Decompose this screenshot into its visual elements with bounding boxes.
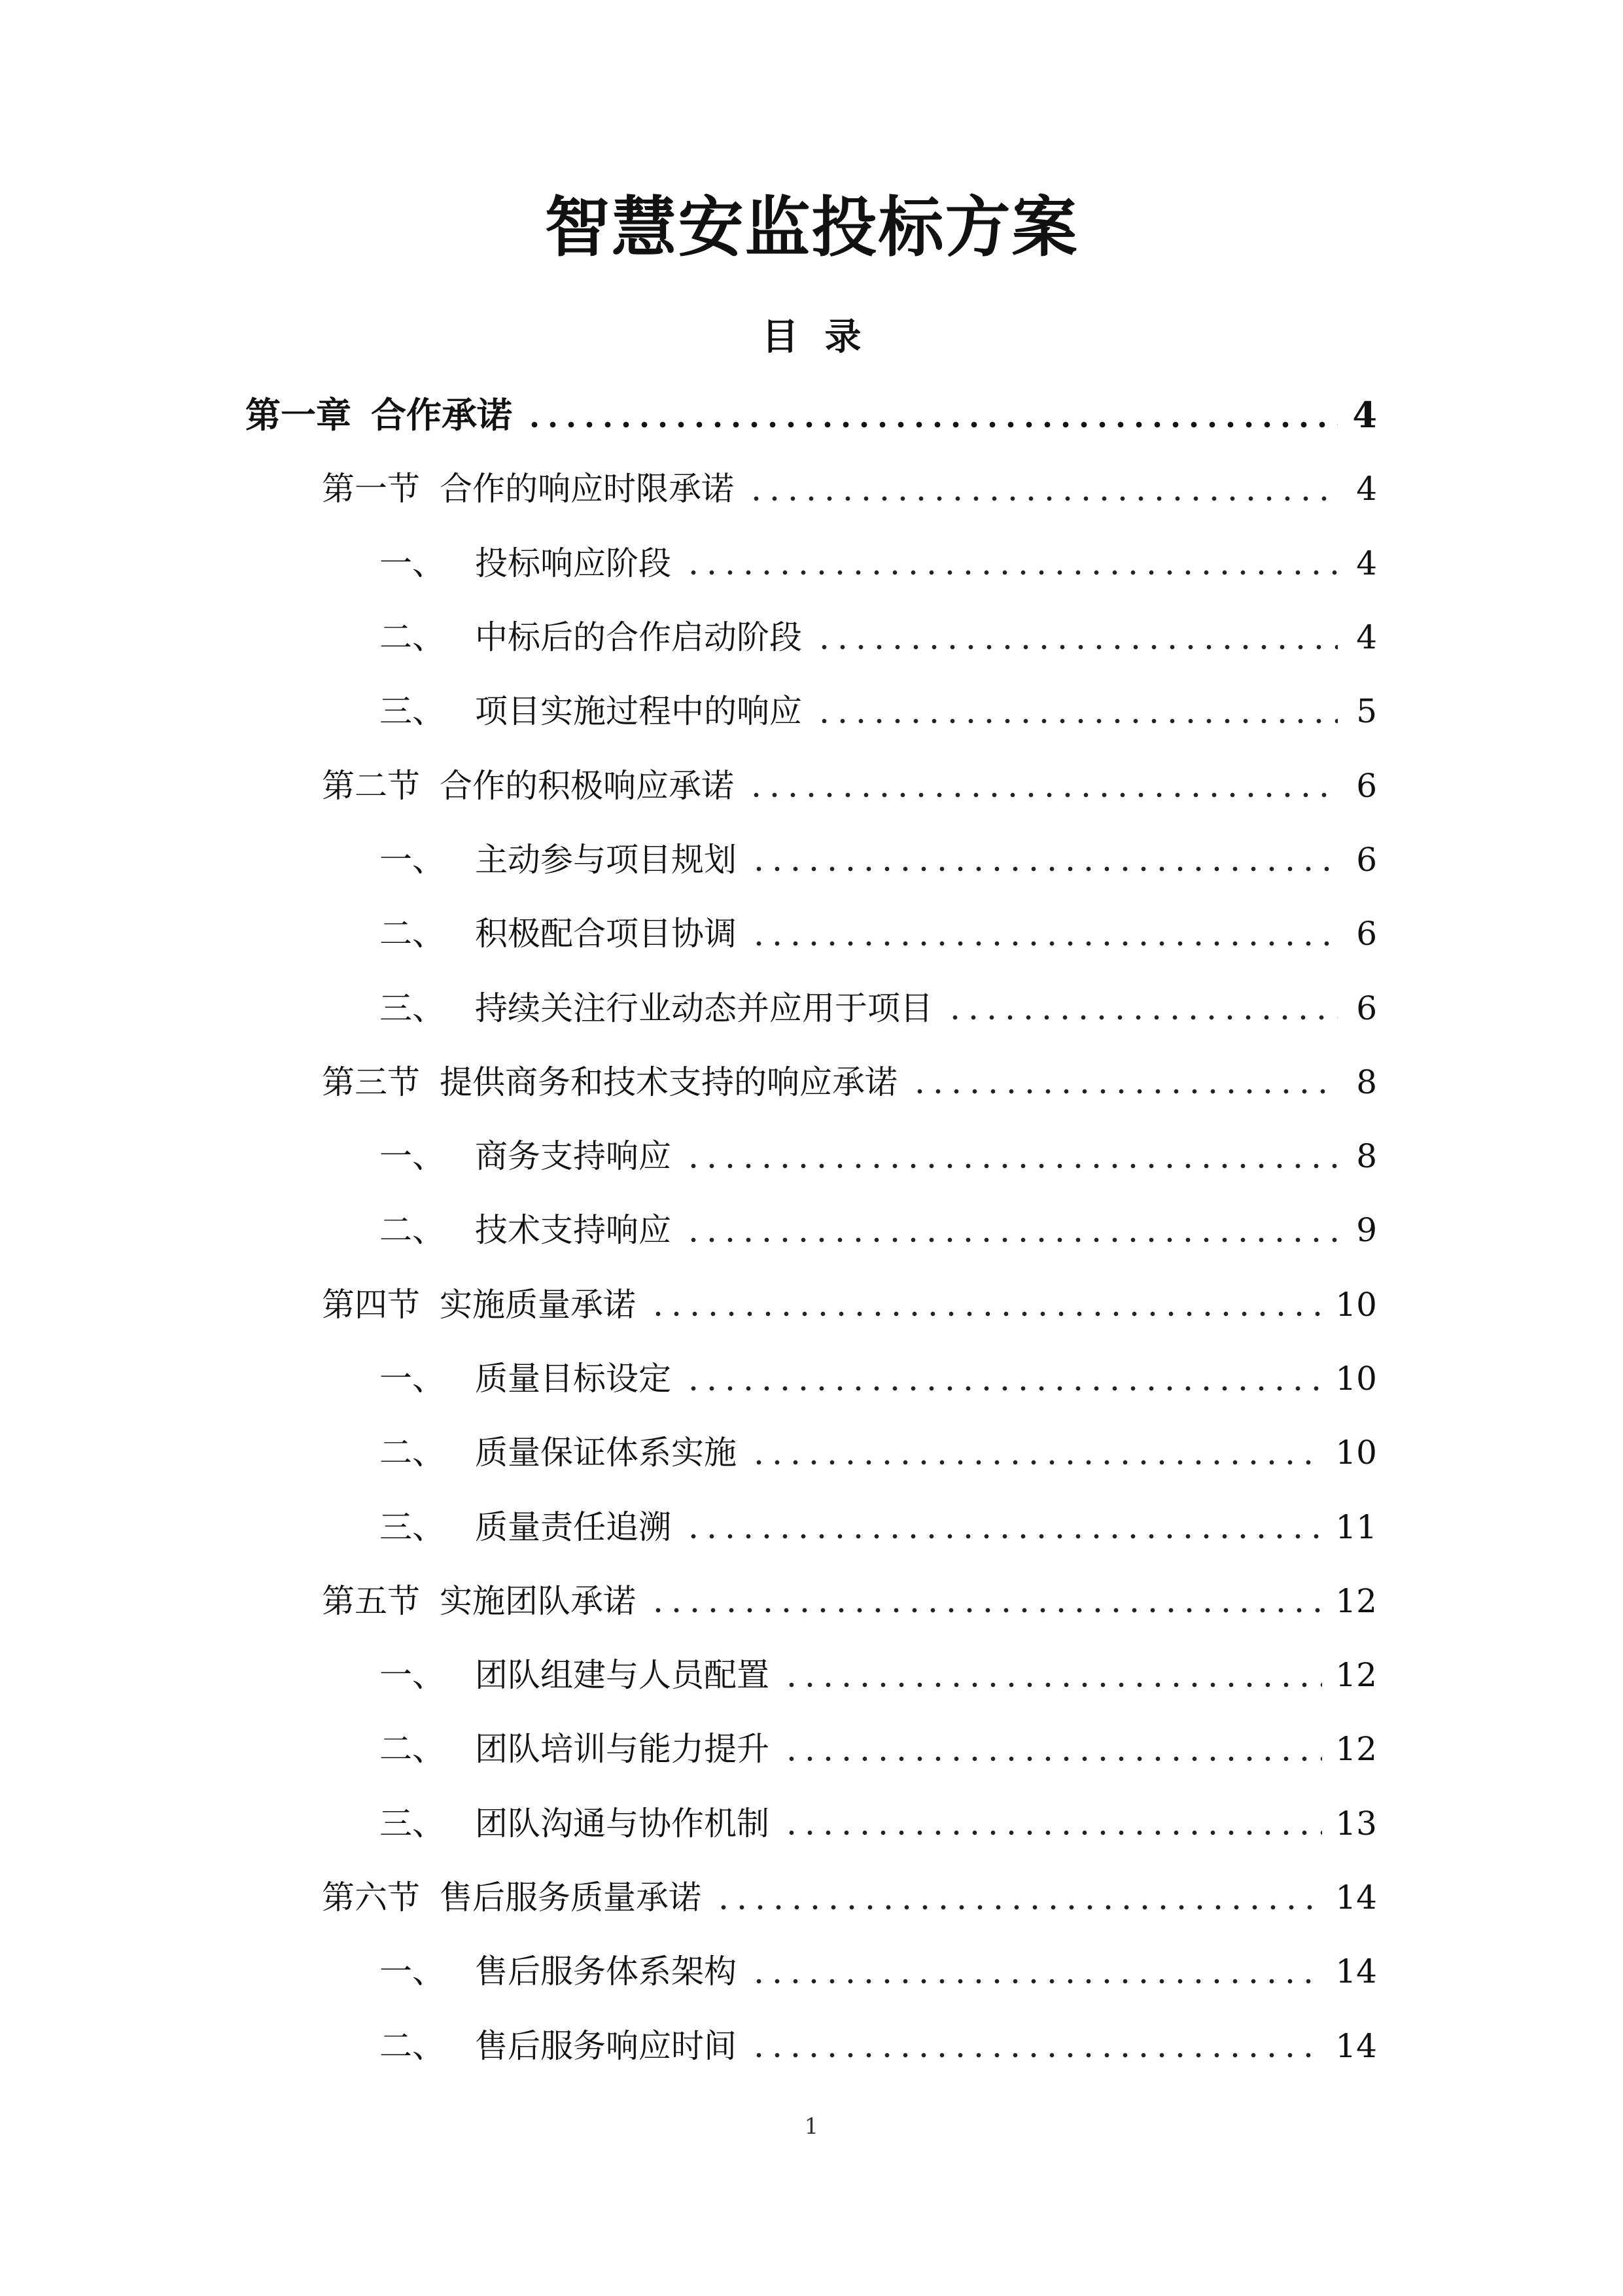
toc-entry-page: 12 — [1335, 1656, 1377, 1695]
toc-entry-number: 第四节 — [322, 1285, 420, 1324]
toc-entry-page: 13 — [1335, 1804, 1377, 1843]
toc-entry-title: 商务支持响应 — [475, 1137, 671, 1176]
toc-entry[interactable] — [0, 823, 1377, 897]
toc-entry[interactable] — [0, 452, 1377, 526]
toc-entry[interactable] — [0, 675, 1377, 749]
toc-entry-page: 10 — [1335, 1360, 1377, 1398]
toc-entry-number: 第一章 — [245, 394, 351, 436]
dot-leader — [714, 1901, 1322, 1914]
dot-leader — [782, 1678, 1322, 1691]
toc-entry[interactable] — [0, 601, 1377, 675]
toc-entry-number: 第一节 — [322, 470, 420, 508]
toc-heading-char: 录 — [824, 315, 862, 359]
toc-heading-char: 目 — [761, 315, 799, 359]
dot-leader — [750, 2049, 1322, 2062]
toc-entry-number: 一、 — [379, 544, 445, 582]
dot-leader — [815, 715, 1338, 728]
toc-entry-title: 投标响应阶段 — [475, 544, 671, 582]
toc-entry-title: 团队沟通与协作机制 — [475, 1804, 769, 1843]
toc-entry-number: 二、 — [379, 1730, 445, 1769]
toc-entry-title: 合作的响应时限承诺 — [440, 470, 734, 508]
toc-entry[interactable] — [0, 1120, 1377, 1193]
toc-entry[interactable] — [0, 1046, 1377, 1120]
toc-entry-title: 质量目标设定 — [475, 1360, 671, 1398]
toc-entry-title: 中标后的合作启动阶段 — [475, 618, 802, 657]
toc-entry-title: 售后服务体系架构 — [475, 1952, 737, 1991]
toc-entry-title: 实施质量承诺 — [440, 1285, 636, 1324]
toc-entry-title: 售后服务响应时间 — [475, 2026, 737, 2065]
toc-entry-page: 14 — [1335, 2026, 1377, 2065]
toc-entry[interactable] — [0, 897, 1377, 971]
toc-entry-page: 4 — [1352, 394, 1377, 436]
toc-entry-number: 三、 — [379, 1804, 445, 1843]
toc-entry-page: 6 — [1356, 766, 1377, 805]
toc-entry-page: 8 — [1356, 1063, 1377, 1101]
toc-entry[interactable] — [0, 1490, 1377, 1564]
toc-entry[interactable] — [0, 971, 1377, 1045]
dot-leader — [649, 1604, 1322, 1617]
toc-entry-title: 质量责任追溯 — [475, 1508, 671, 1546]
toc-entry-number: 一、 — [379, 1952, 445, 1991]
dot-leader — [684, 1530, 1322, 1543]
toc-entry-page: 6 — [1356, 915, 1377, 953]
toc-entry-title: 积极配合项目协调 — [475, 915, 737, 953]
toc-entry[interactable] — [0, 749, 1377, 822]
toc-entry-title: 团队组建与人员配置 — [475, 1656, 769, 1695]
toc-entry-page: 9 — [1356, 1211, 1377, 1250]
toc-entry[interactable] — [0, 378, 1377, 452]
toc-entry-page: 14 — [1335, 1879, 1377, 1917]
toc-entry-title: 质量保证体系实施 — [475, 1434, 737, 1472]
dot-leader — [684, 566, 1338, 579]
dot-leader — [782, 1826, 1322, 1839]
toc-entry[interactable] — [0, 1935, 1377, 2009]
toc-entry-page: 4 — [1356, 618, 1377, 657]
toc-entry[interactable] — [0, 1712, 1377, 1786]
dot-leader — [911, 1085, 1338, 1098]
toc-entry[interactable] — [0, 1564, 1377, 1638]
dot-leader — [750, 862, 1338, 875]
dot-leader — [747, 788, 1338, 802]
toc-entry[interactable] — [0, 1416, 1377, 1490]
toc-entry-page: 4 — [1356, 470, 1377, 508]
toc-entry[interactable] — [0, 1638, 1377, 1712]
page-number: 1 — [804, 2113, 819, 2140]
toc-entry-page: 4 — [1356, 544, 1377, 582]
dot-leader — [684, 1382, 1322, 1395]
document-title: 智慧安监投标方案 — [544, 188, 1079, 266]
toc-entry-title: 持续关注行业动态并应用于项目 — [475, 989, 933, 1027]
toc-entry-title: 售后服务质量承诺 — [440, 1879, 701, 1917]
toc-entry-title: 合作的积极响应承诺 — [440, 766, 734, 805]
toc-entry-number: 三、 — [379, 989, 445, 1027]
toc-entry[interactable] — [0, 1193, 1377, 1267]
dot-leader — [750, 1975, 1322, 1988]
toc-entry[interactable] — [0, 1861, 1377, 1935]
dot-leader — [684, 1233, 1338, 1246]
dot-leader — [750, 937, 1338, 950]
toc-entry-page: 11 — [1335, 1508, 1377, 1546]
toc-entry-page: 14 — [1335, 1952, 1377, 1991]
toc-entry-page: 6 — [1356, 840, 1377, 879]
toc-entry-title: 技术支持响应 — [475, 1211, 671, 1250]
dot-leader — [525, 418, 1338, 431]
dot-leader — [649, 1307, 1322, 1320]
toc-heading — [0, 308, 1623, 366]
toc-entry-title: 项目实施过程中的响应 — [475, 692, 802, 731]
dot-leader — [747, 492, 1338, 505]
table-of-contents — [0, 378, 1623, 2083]
toc-entry-number: 二、 — [379, 1434, 445, 1472]
toc-entry-page: 12 — [1335, 1730, 1377, 1769]
toc-entry-number: 二、 — [379, 1211, 445, 1250]
toc-entry-title: 团队培训与能力提升 — [475, 1730, 769, 1769]
toc-entry-page: 10 — [1335, 1285, 1377, 1324]
toc-entry-number: 第二节 — [322, 766, 420, 805]
toc-entry-page: 5 — [1356, 692, 1377, 731]
toc-entry[interactable] — [0, 527, 1377, 601]
toc-entry-page: 6 — [1356, 989, 1377, 1027]
toc-entry-title: 实施团队承诺 — [440, 1581, 636, 1620]
toc-entry-page: 8 — [1356, 1137, 1377, 1176]
toc-entry[interactable] — [0, 1342, 1377, 1416]
dot-leader — [946, 1011, 1338, 1024]
toc-entry-number: 一、 — [379, 1137, 445, 1176]
toc-entry-number: 三、 — [379, 1508, 445, 1546]
toc-entry[interactable] — [0, 2009, 1377, 2083]
toc-entry-number: 一、 — [379, 1360, 445, 1398]
toc-entry-number: 第五节 — [322, 1581, 420, 1620]
toc-entry-number: 二、 — [379, 618, 445, 657]
dot-leader — [782, 1752, 1322, 1765]
toc-entry-number: 二、 — [379, 915, 445, 953]
toc-entry-title: 提供商务和技术支持的响应承诺 — [440, 1063, 898, 1101]
toc-entry-page: 12 — [1335, 1581, 1377, 1620]
toc-entry[interactable] — [0, 1268, 1377, 1342]
dot-leader — [815, 641, 1338, 654]
toc-entry[interactable] — [0, 1787, 1377, 1861]
toc-entry-number: 三、 — [379, 692, 445, 731]
toc-entry-number: 第三节 — [322, 1063, 420, 1101]
dot-leader — [750, 1456, 1322, 1469]
toc-entry-number: 第六节 — [322, 1879, 420, 1917]
toc-entry-number: 一、 — [379, 840, 445, 879]
toc-entry-title: 主动参与项目规划 — [475, 840, 737, 879]
toc-entry-number: 二、 — [379, 2026, 445, 2065]
toc-entry-number: 一、 — [379, 1656, 445, 1695]
toc-entry-page: 10 — [1335, 1434, 1377, 1472]
toc-entry-title: 合作承诺 — [371, 394, 512, 436]
dot-leader — [684, 1159, 1338, 1173]
